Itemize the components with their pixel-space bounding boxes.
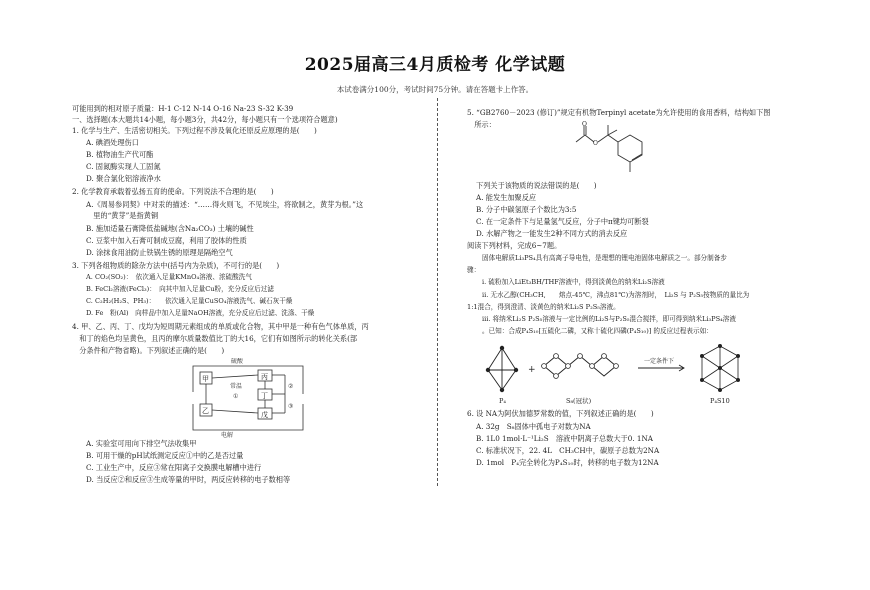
q4-stem-line2: 和丁的焰色均呈黄色，且丙的摩尔质量数值比丁的大16，它们有如图所示的转化关系(部 [72, 334, 358, 343]
q5-sub-stem: 下列关于该物质的说法错误的是( ) [476, 181, 597, 190]
q4-option-d: D. 当反应②和反应③生成等量的甲时，两反应转移的电子数相等 [86, 475, 291, 484]
q1-option-c: C. 固氮酶实现人工固氮 [86, 162, 161, 171]
plus-sign: + [528, 365, 536, 375]
q3-option-c: C. C₂H₂(H₂S、PH₃)： 依次通入足量CuSO₄溶液洗气、碱石灰干燥 [86, 297, 293, 305]
q1-option-b: B. 植物油生产代可酯 [86, 150, 154, 159]
reading-paragraph-cont: 骤： [467, 266, 481, 274]
q3-stem: 3. 下列各组物质的除杂方法中(括号内为杂质)，不可行的是( ) [72, 261, 280, 270]
q6-option-c: C. 标准状况下，22. 4L CH₃CH中，碳原子总数为2NA [476, 446, 660, 455]
node-yi: 乙 [202, 407, 209, 415]
q1-option-d: D. 聚合氯化铝溶液净水 [86, 174, 161, 183]
diagram-label-reaction1: ① [233, 393, 239, 400]
q6-option-d: D. 1mol P₄完全转化为P₄S₁₀时，转移的电子数为12NA [476, 458, 659, 467]
reading-step-2-cont: 1:1混合，得到澄清、淡黄色的纳米Li₂S P₂S₅溶液。 [467, 303, 620, 311]
column-divider [437, 98, 438, 486]
q1-stem: 1. 化学与生产、生活密切相关。下列过程不涉及氧化还原反应原理的是( ) [72, 126, 317, 135]
atomic-masses: 可能用到的相对原子质量：H-1 C-12 N-14 O-16 Na-23 S-32 K-39 [72, 104, 294, 113]
diagram-label-electrolysis: 电解 [221, 432, 234, 438]
p4-label: P₄ [499, 397, 506, 405]
node-jia: 甲 [202, 375, 209, 383]
q2-option-b: B. 施加适量石膏降低盐碱地(含Na₂CO₃) 土壤的碱性 [86, 224, 254, 233]
diagram-label-reaction2: ② [288, 383, 294, 390]
q5-option-a: A. 能发生加聚反应 [476, 193, 537, 202]
q4-conversion-diagram [185, 358, 310, 438]
q5-option-c: C. 在一定条件下与足量氢气反应，分子中π键均可断裂 [476, 217, 649, 226]
terpinyl-acetate-structure [568, 120, 668, 178]
atom-oxygen-ester: O [593, 140, 598, 147]
reading-step-3: iii. 将纳米Li₂S P₂S₅溶液与一定比例的Li₂S与P₂S₅混合搅拌，即可得到纳米Li₃PS₄溶液 [482, 315, 736, 323]
q2-option-c: C. 豆浆中加入石膏可制成豆腐，利用了胶体的性质 [86, 236, 247, 245]
q5-stem-line1: 5. “GB2760－2023 (修订)”规定有机物Terpinyl acetate为允许使用的食用香料，结构如下图 [467, 108, 771, 117]
diagram-label-room-temp: 常温 [230, 383, 243, 390]
q3-option-d: D. Fe 粉(Al) 向样品中加入足量NaOH溶液，充分反应后过滤、洗涤、干燥 [86, 309, 315, 317]
p4s10-reaction-scheme [480, 340, 790, 406]
q6-option-b: B. 1L0 1mol·L⁻¹Li₂S 溶液中阴离子总数大于0. 1NA [476, 434, 653, 443]
q6-stem: 6. 设 NA为阿伏加德罗常数的值，下列叙述正确的是( ) [467, 409, 654, 418]
s8-label: S₈(冠状) [566, 397, 592, 405]
atom-oxygen-carbonyl: O [582, 121, 587, 128]
p4s10-label: P₄S10 [710, 397, 730, 405]
page-title: 2025届高三4月质检考 化学试题 [304, 55, 566, 75]
q4-option-b: B. 可用干燥的pH试纸测定反应①中的乙是否过量 [86, 451, 244, 460]
node-wu: 戊 [261, 411, 268, 419]
q2-option-d: D. 涂抹食用油防止铁锅生锈的原理是隔绝空气 [86, 248, 233, 257]
arrow-condition: 一定条件下 [644, 358, 675, 365]
q1-option-a: A. 碘酒处理伤口 [86, 138, 139, 147]
q5-option-d: D. 水解产物之一能发生2种不同方式的消去反应 [476, 229, 628, 238]
q5-stem-line2: 所示： [467, 120, 496, 129]
q2-option-a: A.《周易参同契》中对汞的描述：“……得火则飞，不见埃尘，将欲制之，黄芽为根。”这 [86, 200, 364, 209]
q4-stem-line3: 分条件和产物省略)。下列叙述正确的是( ) [72, 346, 225, 355]
q4-option-c: C. 工业生产中，反应③常在阳离子交换膜电解槽中进行 [86, 463, 262, 472]
reading-step-2: ii. 无水乙醇(CH₃CH, 熔点-45℃，沸点81℃)为溶剂时， Li₂S 与 P₂S₅按物质的量比为 [482, 291, 750, 299]
q4-option-a: A. 实验室可用向下排空气法收集甲 [86, 439, 197, 448]
q3-option-a: A. CO₂(SO₂)： 依次通入足量KMnO₄溶液、浓硫酸洗气 [86, 273, 252, 281]
q6-option-a: A. 32g S₈固体中孤电子对数为NA [476, 422, 591, 431]
reading-paragraph: 固体电解质Li₃PS₄具有高离子导电性，是理想的锂电池固体电解质之一。部分制备步 [482, 254, 727, 262]
diagram-label-reaction3: ③ [288, 403, 294, 410]
diagram-label-acid: 硫酸 [231, 358, 244, 365]
reading-intro: 阅读下列材料，完成6~7题。 [467, 241, 562, 250]
node-bing: 丙 [261, 373, 268, 381]
reading-known: 。已知：合成P₄S₁₀[五硫化二磷，又称十硫化四磷(P₄S₁₀)] 的反应过程表示如： [482, 327, 713, 335]
q3-option-b: B. FeCl₂溶液(FeCl₃)： 向其中加入足量Cu粉，充分反应后过滤 [86, 285, 274, 293]
q5-option-b: B. 分子中碳氢原子个数比为3:5 [476, 205, 577, 214]
section-heading: 一、选择题(本大题共14小题，每小题3分，共42分，每小题只有一个选项符合题意) [72, 115, 338, 124]
reading-step-1: i. 硫粉加入LiEt₃BH/THF溶液中，得到淡黄色的纳米Li₂S溶液 [482, 278, 665, 286]
exam-note: 本试卷满分100分，考试时间75分钟。请在答题卡上作答。 [336, 85, 534, 94]
node-ding: 丁 [261, 392, 268, 400]
q2-stem: 2. 化学教育承载着弘扬五育的使命。下列说法不合理的是( ) [72, 187, 274, 196]
q4-stem-line1: 4. 甲、乙、丙、丁、戊均为短周期元素组成的单质或化合物，其中甲是一种有色气体单质，丙 [72, 322, 369, 331]
q2-option-a-cont: 里的“黄芽”是指黄铜 [86, 211, 159, 220]
